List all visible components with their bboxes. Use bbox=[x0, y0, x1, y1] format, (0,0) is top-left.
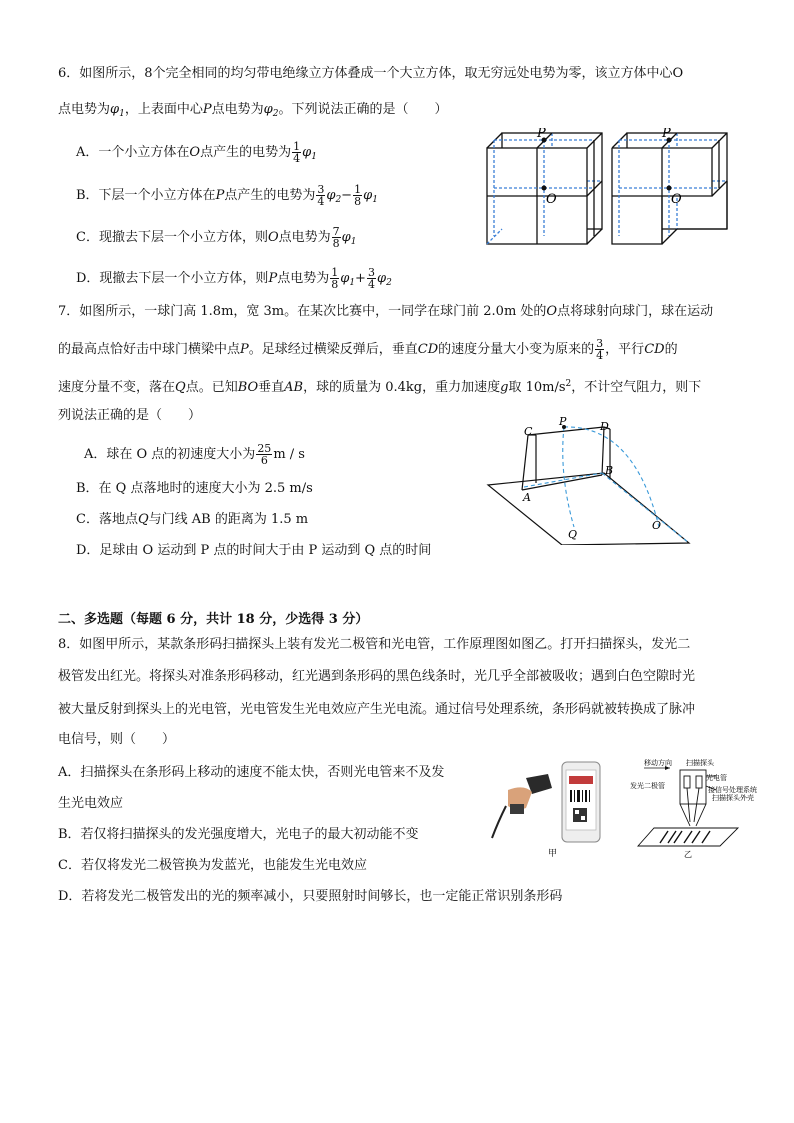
label-p: P bbox=[559, 415, 567, 428]
label-outer-shell: 扫描探头外壳 bbox=[712, 794, 754, 802]
label-jia: 甲 bbox=[548, 849, 558, 859]
q7-stem-line3: 速度分量不变，落在Q点。已知BO垂直AB，球的质量为 0.4kg，重力加速度g取 $10m/s^2$，不计空气阻力，则下 bbox=[58, 379, 702, 395]
q8-option-c: C．若仅将发光二极管换为发蓝光，也能发生光电效应 bbox=[58, 858, 367, 873]
right-label-o: O bbox=[671, 192, 682, 207]
q7-goal-figure bbox=[484, 415, 694, 545]
label-phototube: 光电管 bbox=[706, 774, 727, 782]
q7-option-b: B．在 Q 点落地时的速度大小为 2.5 m/s bbox=[76, 481, 313, 496]
q6-option-a: A．一个小立方体在O点产生的电势为 $\frac{1}{4}$ $\varphi_1$ bbox=[76, 140, 317, 165]
q7-option-c: C．落地点Q与门线 AB 的距离为 1.5 m bbox=[76, 512, 309, 527]
q7-stem-line2: 的最高点恰好击中球门横梁中点P。足球经过横梁反弹后，垂直CD的速度分量大小变为原来的 $\frac{3}{4}$ ，平行CD的 bbox=[58, 337, 678, 362]
label-a: A bbox=[523, 491, 531, 504]
left-label-o: O bbox=[546, 192, 557, 207]
q8-option-a-line1: A．扫描探头在条形码上移动的速度不能太快，否则光电管来不及发 bbox=[58, 765, 445, 780]
barcode-plane bbox=[638, 828, 738, 846]
label-led: 发光二极管 bbox=[630, 782, 665, 790]
phone-icon bbox=[562, 762, 600, 842]
q6-stem-line2: 点电势为$\varphi_1$，上表面中心P点电势为$\varphi_2$。下列说法正确的是（ ） bbox=[58, 102, 448, 119]
label-move-direction: 移动方向 bbox=[644, 759, 672, 767]
section-2-heading: 二、多选题（每题 6 分，共计 18 分，少选得 3 分） bbox=[58, 612, 369, 627]
q8-option-b: B．若仅将扫描探头的发光强度增大，光电子的最大初动能不变 bbox=[58, 827, 419, 842]
q7-option-a: A．球在 O 点的初速度大小为 $\frac{25}{6}$ m / s bbox=[84, 442, 305, 467]
q8-option-a-line2: 生光电效应 bbox=[58, 796, 124, 811]
right-point-o bbox=[667, 186, 672, 191]
label-b: B bbox=[605, 464, 614, 477]
q6-cube-figure bbox=[482, 128, 732, 250]
q7-stem-line4: 列说法正确的是（ ） bbox=[58, 408, 202, 423]
left-point-o bbox=[542, 186, 547, 191]
scanner-gun-icon bbox=[492, 774, 552, 838]
left-label-p: P bbox=[537, 128, 546, 141]
q6-stem-line1: 6．如图所示，8个完全相同的均匀带电绝缘立方体叠成一个大立方体，取无穷远处电势为零，该立方体中心O bbox=[58, 66, 684, 81]
q8-option-d: D．若将发光二极管发出的光的频率减小，只要照射时间够长，也一定能正常识别条形码 bbox=[58, 889, 563, 904]
label-signal: 接信号处理系统 bbox=[708, 786, 757, 794]
right-label-p: P bbox=[662, 128, 671, 141]
q8-stem-line2: 极管发出红光。将探头对准条形码移动，红光遇到条形码的黑色线条时，光几乎全部被吸收；遇到白色空隙时光 bbox=[58, 669, 696, 684]
q8-stem-line4: 电信号，则（ ） bbox=[58, 732, 176, 747]
label-c: C bbox=[524, 425, 533, 438]
q8-principle-figure bbox=[630, 756, 770, 860]
q7-option-d: D．足球由 O 运动到 P 点的时间大于由 P 运动到 Q 点的时间 bbox=[76, 543, 432, 558]
label-d: D bbox=[600, 420, 609, 433]
label-q: Q bbox=[568, 528, 578, 541]
label-probe: 扫描探头 bbox=[686, 759, 714, 767]
q6-option-b: B．下层一个小立方体在P点产生的电势为 $\frac{3}{4}$ $\varphi_2-$ $\frac{1}{8}$ $\varphi_1$ bbox=[76, 183, 378, 208]
ground-plane bbox=[488, 473, 689, 545]
q8-stem-line3: 被大量反射到探头上的光电管，光电管发生光电效应产生光电流。通过信号处理系统，条形码就被转换成了脉冲 bbox=[58, 702, 696, 717]
label-o: O bbox=[652, 519, 662, 532]
q8-stem-line1: 8．如图甲所示，某款条形码扫描探头上装有发光二极管和光电管，工作原理图如图乙。打开扫描探头，发光二 bbox=[58, 637, 691, 652]
q8-scanner-figure bbox=[486, 760, 626, 860]
q6-option-d: D．现撤去下层一个小立方体，则P点电势为 $\frac{1}{8}$ $\varphi_1+$ $\frac{3}{4}$ $\varphi_2$ bbox=[76, 266, 392, 291]
q6-option-c: C．现撤去下层一个小立方体，则O点电势为 $\frac{7}{8}$ $\varphi_1$ bbox=[76, 225, 357, 250]
q7-stem-line1: 7．如图所示，一球门高 1.8m，宽 3m。在某次比赛中，一同学在球门前 2.0m 处的O点将球射向球门，球在运动 bbox=[58, 304, 714, 319]
label-yi: 乙 bbox=[684, 850, 692, 859]
